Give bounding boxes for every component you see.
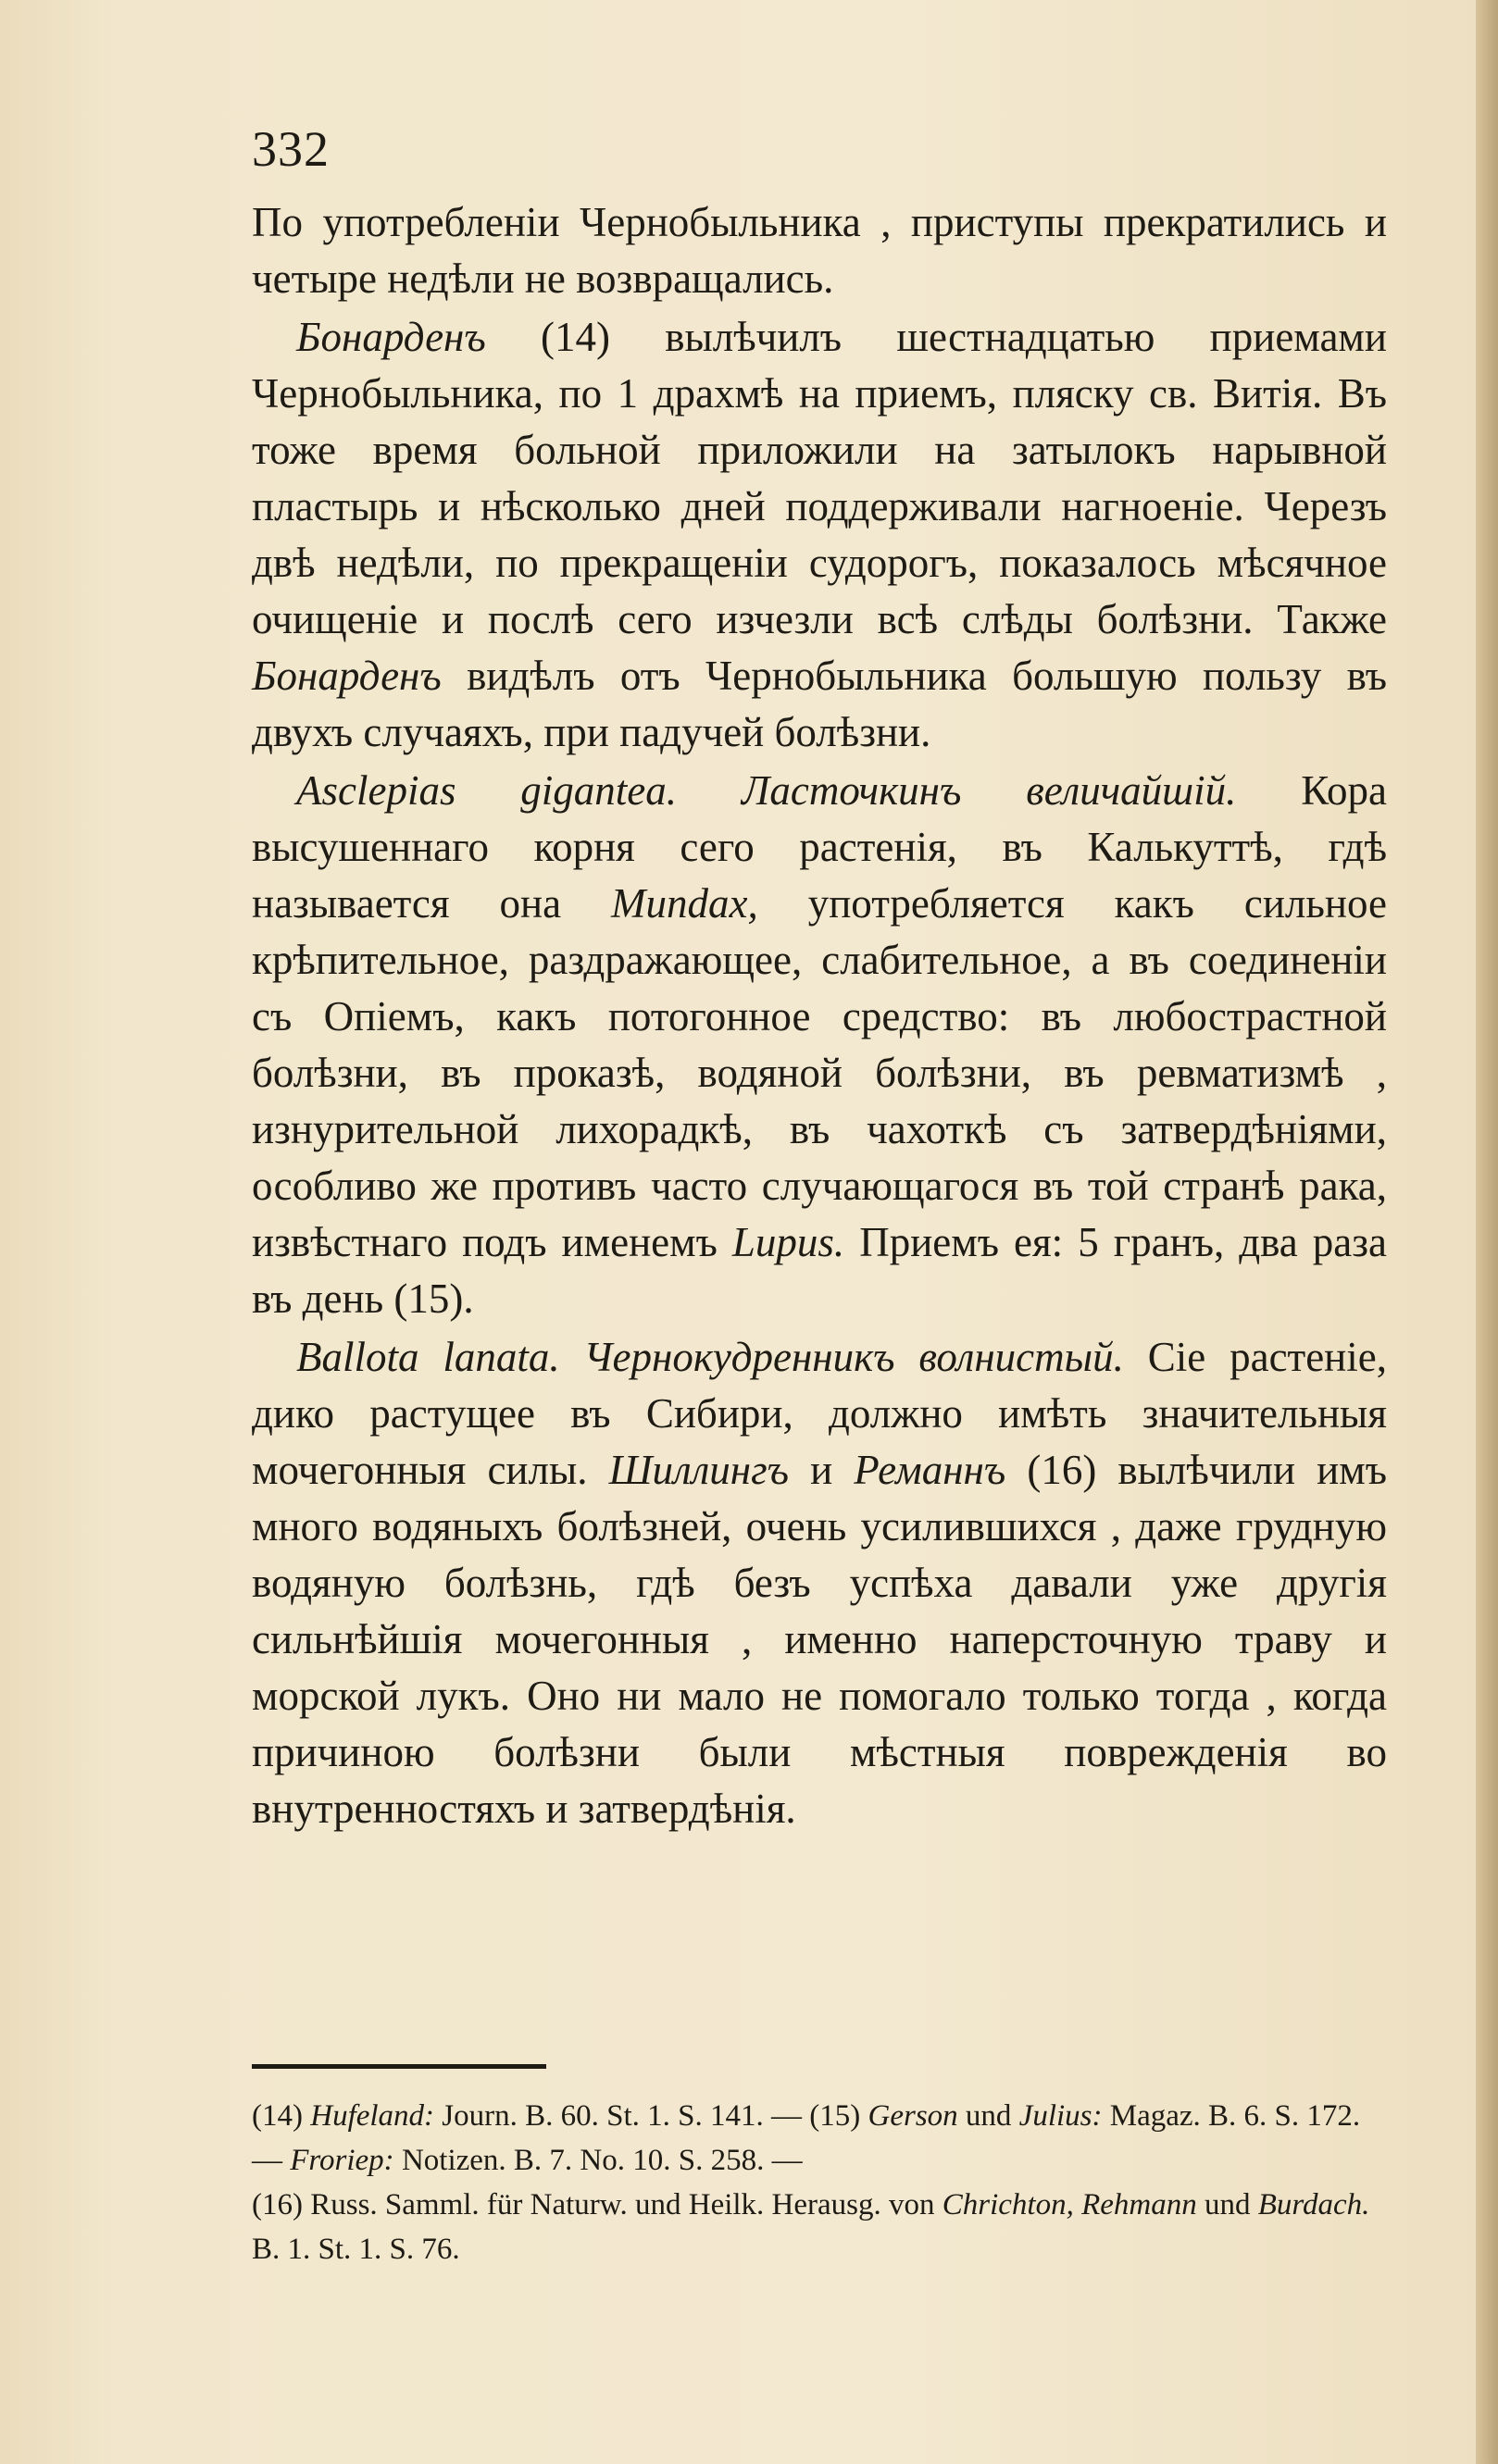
footnotes [252,2094,1387,2271]
paragraph [252,1329,1387,1837]
italic-text-segment: Бонарденъ [296,314,486,360]
italic-text-segment: Julius: [1018,2099,1103,2133]
text-segment: Magaz. B. 6. S. 172. — [252,2099,1361,2177]
text-segment: и [788,1447,855,1493]
italic-text-segment: Froriep: [290,2144,394,2177]
page-number: 332 [252,121,330,177]
text-segment: видѣлъ отъ Чернобыльника большую пользу въ двухъ случаяхъ, при падучей болѣзни. [252,653,1387,755]
paragraph [252,194,1387,307]
paragraph [252,309,1387,761]
text-segment: Notizen. B. 7. No. 10. S. 258. — [393,2144,803,2177]
text-segment: und [957,2099,1019,2133]
text-segment: Приемъ ея: 5 гранъ, два раза въ день (15). [252,1219,1387,1322]
text-segment: Journ. B. 60. St. 1. S. 141. — (15) [434,2099,868,2133]
italic-text-segment: Lupus. [731,1219,845,1265]
italic-text-segment: Burdach. [1257,2188,1370,2221]
italic-text-segment: Hufeland: [310,2099,435,2133]
body-text [252,194,1387,1837]
page-edge [1476,0,1498,2464]
text-segment: und [1196,2188,1258,2221]
paragraph [252,763,1387,1327]
italic-text-segment: Шиллингъ [608,1447,789,1493]
text-segment: (14) вылѣчилъ шестнадцатью приемами Чернобыльника, по 1 драхмѣ на приемъ, пляску св. Витія. Въ тоже время больной приложили на затылокъ нарывной пластырь и нѣсколько дней поддерживали нагноеніе. Черезъ двѣ недѣли, по прекращеніи судорогъ, показалось мѣсячное очищеніе и послѣ сего изчезли всѣ слѣды болѣзни. Также [252,314,1387,642]
italic-text-segment: Chrichton, [942,2188,1074,2221]
footnote [252,2183,1387,2271]
text-segment: Кора высушеннаго корня сего растенія, въ Калькуттѣ, гдѣ называется она [252,767,1387,927]
text-segment: По употребленіи Чернобыльника , приступы прекратились и четыре недѣли не возвращались. [252,199,1387,302]
text-segment: (16) вылѣчили имъ много водяныхъ болѣзней, очень усилившихся , даже грудную водяную болѣзнь, гдѣ безъ успѣха давали уже другія сильнѣйшія мочегонныя , именно наперсточную траву и морской лукъ. Оно ни мало не помогало только тогда , когда причиною болѣзни были мѣстныя поврежденія во внутренностяхъ и затвердѣнія. [252,1447,1387,1832]
text-segment: (14) [252,2099,311,2133]
text-segment: употребляется какъ сильное крѣпительное, раздражающее, слабительное, а въ соединеніи съ Опіемъ, какъ потогонное средство: въ любострастной болѣзни, въ проказѣ, водяной болѣзни, въ ревматизмѣ , изнурительной лихорадкѣ, въ чахоткѣ съ затвердѣніями, особливо же противъ часто случающагося въ той странѣ рака, извѣстнаго подъ именемъ [252,880,1388,1265]
italic-text-segment: Реманнъ [854,1447,1006,1493]
italic-text-segment: Gerson [868,2099,958,2133]
footnote [252,2094,1387,2183]
italic-text-segment: Ballota lanata. Чернокудренникъ волнистый. [296,1334,1124,1380]
italic-text-segment: Asclepias gigantea. Ласточкинъ величайшій. [296,767,1237,814]
italic-text-segment: Rehmann [1081,2188,1197,2221]
footnote-rule [252,2064,546,2069]
text-segment [1074,2188,1081,2221]
italic-text-segment: Бонарденъ [252,653,442,699]
italic-text-segment: Mundax, [611,880,758,927]
text-segment: (16) Russ. Samml. für Naturw. und Heilk. Herausg. von [252,2188,942,2221]
text-segment: Сіе растеніе, дико растущее въ Сибири, должно имѣть значительныя мочегонныя силы. [252,1334,1387,1493]
text-segment: B. 1. St. 1. S. 76. [252,2233,460,2266]
